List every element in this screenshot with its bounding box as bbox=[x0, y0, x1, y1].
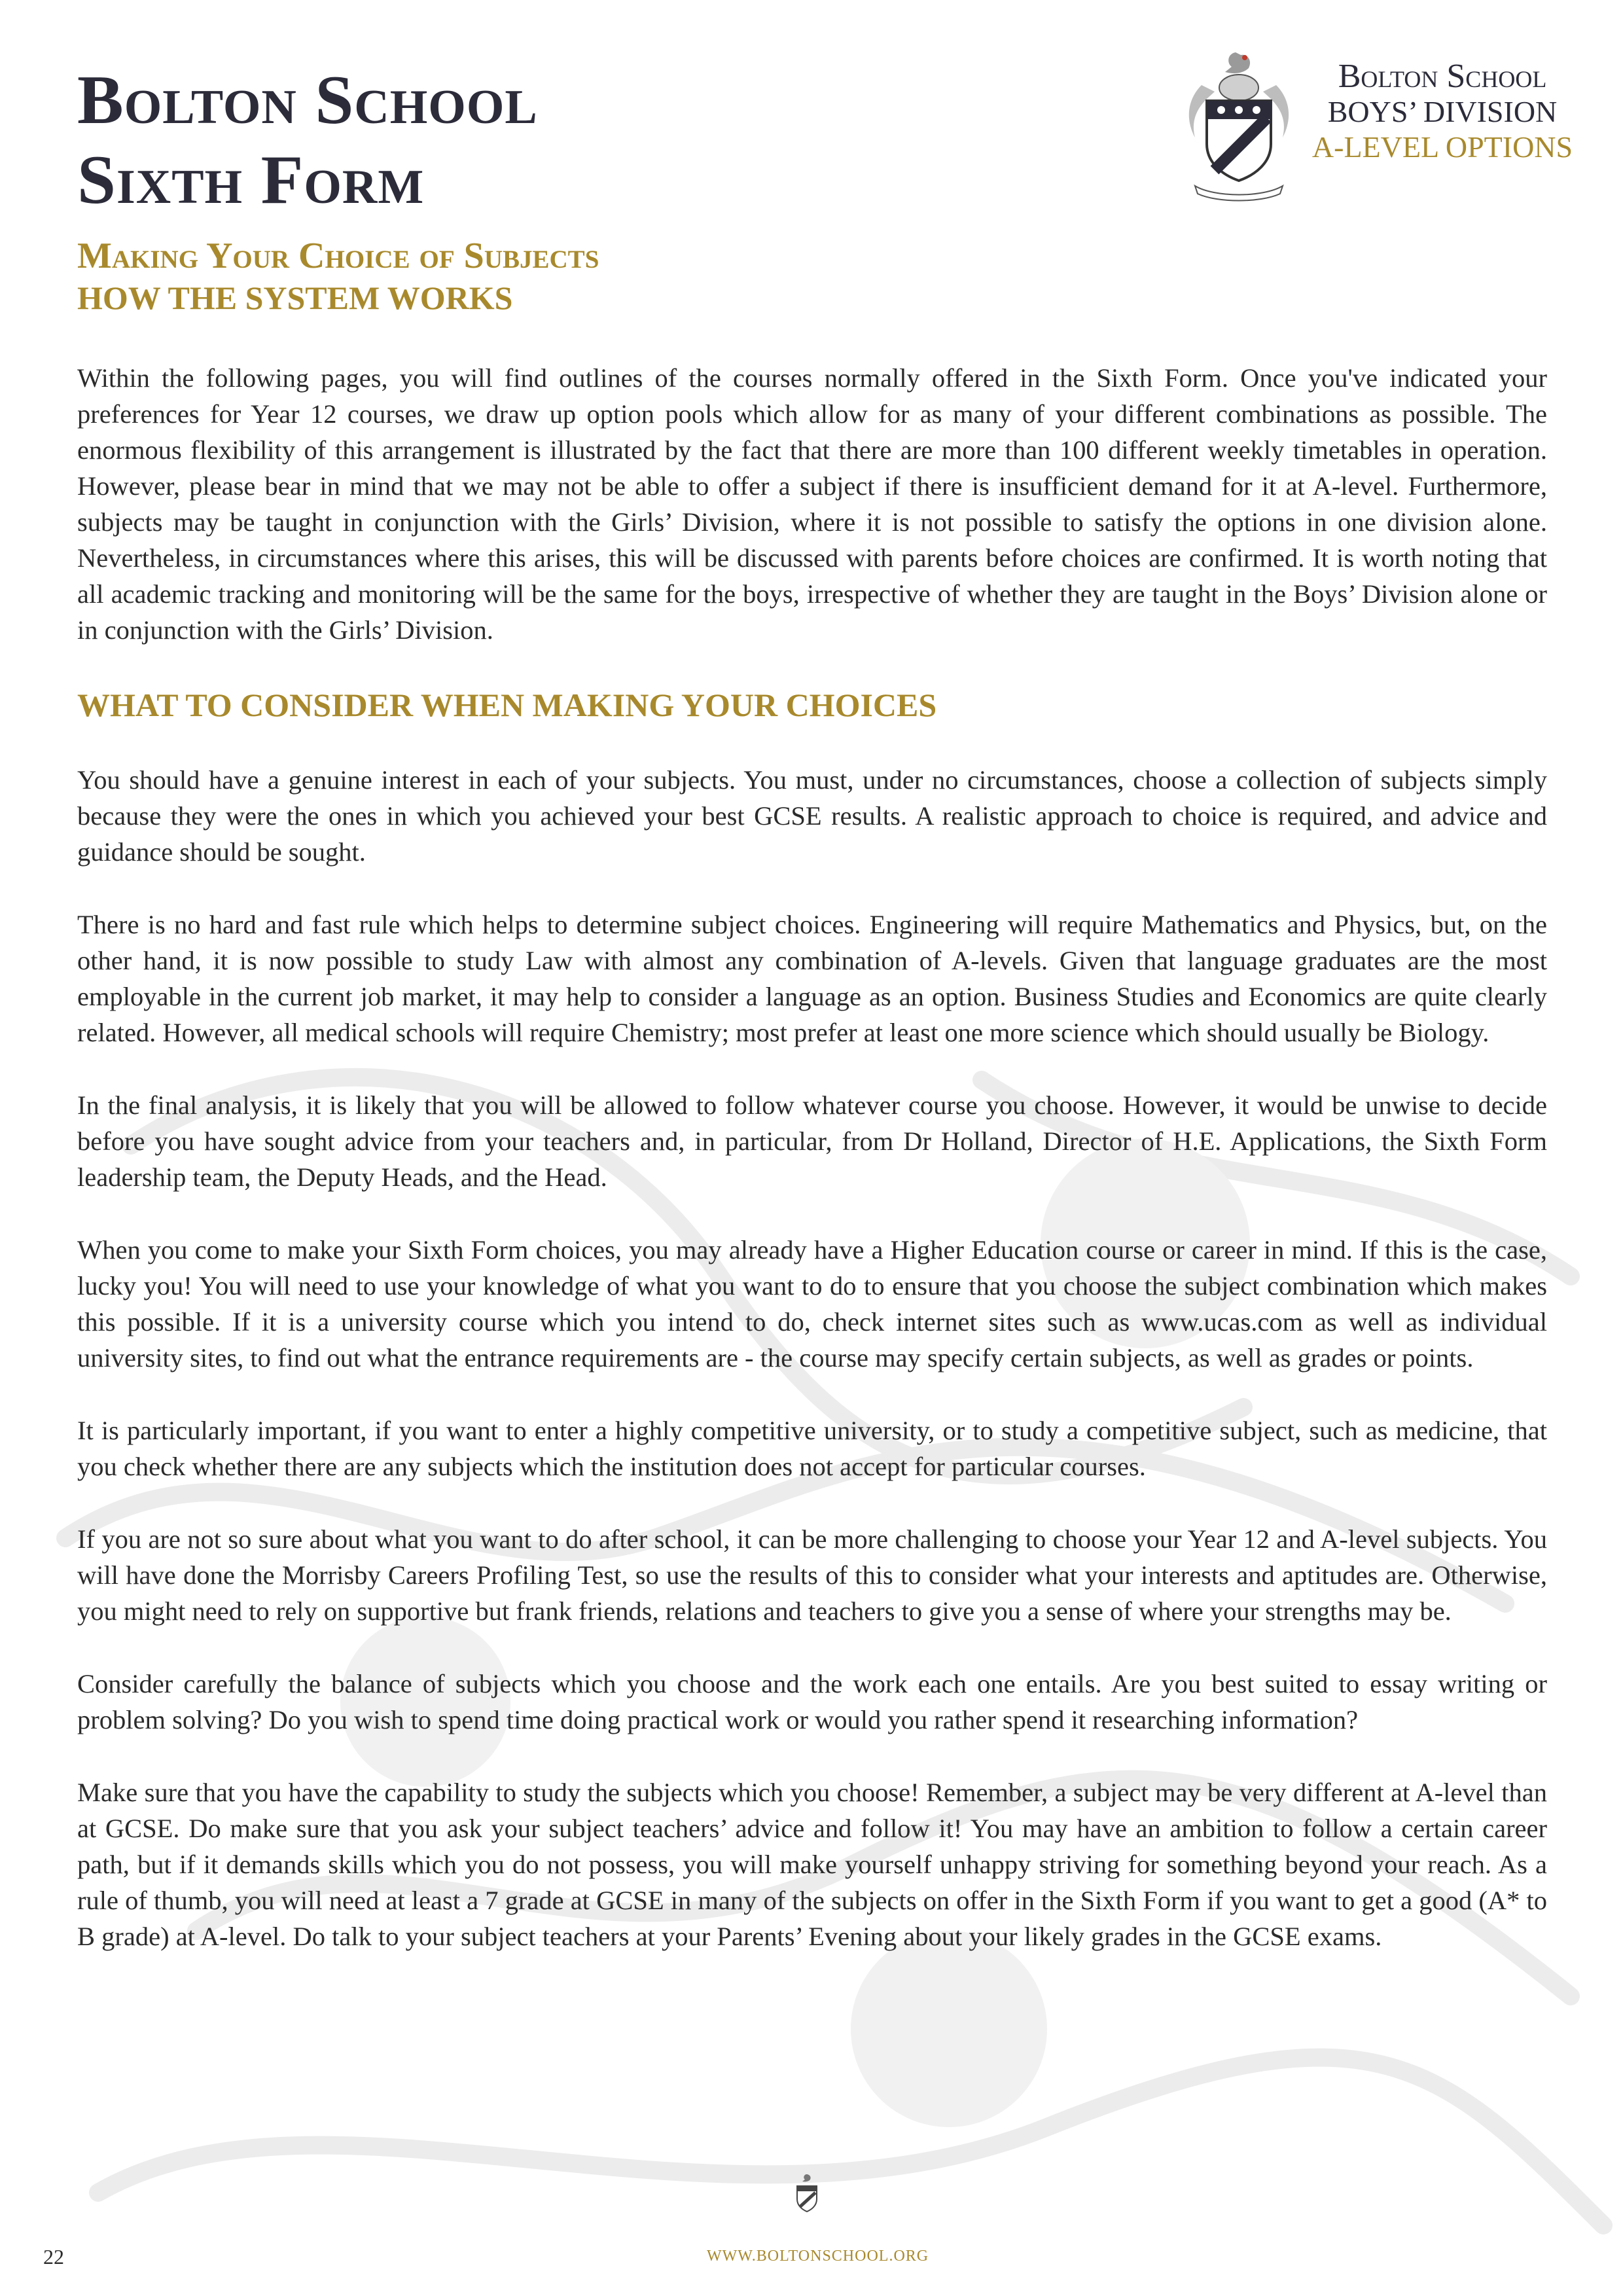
header-division: BOYS’ DIVISION bbox=[1327, 95, 1558, 128]
paragraph-balance-of-subjects: Consider carefully the balance of subjects which you choose and the work each one entails. Are you best suited to essay writing or problem solving? Do you wish to spend time doing practical work or would you rather spend it researching information? bbox=[77, 1669, 1547, 1734]
paragraph-not-so-sure: If you are not so sure about what you want to do after school, it can be more challenging to choose your Year 12 and A-level subjects. You will have done the Morrisby Careers Profiling Test, so use the results of this to consider what your interests and aptitudes are. Otherwise, you might need to rely on supportive but frank friends, relations and teachers to give you a sense of where your strengths may be. bbox=[77, 1524, 1547, 1626]
title-line-2: Sixth Form bbox=[77, 141, 425, 218]
title-line-1: Bolton School bbox=[77, 62, 538, 138]
header-school-name: Bolton School bbox=[1338, 58, 1547, 95]
page-number: 22 bbox=[43, 2245, 64, 2269]
heading-what-to-consider: WHAT TO CONSIDER WHEN MAKING YOUR CHOICES bbox=[77, 687, 937, 723]
header-options: A-LEVEL OPTIONS bbox=[1311, 130, 1573, 164]
paragraph-genuine-interest: You should have a genuine interest in each of your subjects. You must, under no circumstances, choose a collection of subjects simply because they were the ones in which you achieved your best GCSE results. A realistic approach to choice is required, and advice and guidance should be sought. bbox=[77, 765, 1547, 867]
header-division-block bbox=[1305, 59, 1580, 165]
footer-crest-icon bbox=[791, 2173, 823, 2215]
paragraph-system-works: Within the following pages, you will find outlines of the courses normally offered in the Sixth Form. Once you've indicated your preferences for Year 12 courses, we draw up option pools which allow for as many of your different combinations as possible. The enormous flexibility of this arrangement is illustrated by the fact that there are more than 100 different weekly timetables in operation. However, please bear in mind that we may not be able to offer a subject if there is insufficient demand for it at A-level. Furthermore, subjects may be taught in conjunction with the Girls’ Division, where it is not possible to satisfy the options in one division alone. Nevertheless, in circumstances where this arises, this will be discussed with parents before choices are confirmed. It is worth noting that all academic tracking and monitoring will be the same for the boys, irrespective of whether they are taught in the Boys’ Division alone or in conjunction with the Girls’ Division. bbox=[77, 363, 1547, 645]
subtitle-line-2: HOW THE SYSTEM WORKS bbox=[77, 279, 513, 316]
footer-website-link[interactable]: WWW.BOLTONSCHOOL.ORG bbox=[707, 2248, 929, 2265]
subtitle-line-1: Making Your Choice of Subjects bbox=[77, 236, 599, 276]
paragraph-final-analysis: In the final analysis, it is likely that you will be allowed to follow whatever course you choose. However, it would be unwise to decide before you have sought advice from your teachers and, in particular, from Dr Holland, Director of H.E. Applications, the Sixth Form leadership team, the Deputy Heads, and the Head. bbox=[77, 1090, 1547, 1192]
paragraph-no-hard-rule: There is no hard and fast rule which helps to determine subject choices. Engineering will require Mathematics and Physics, but, on the other hand, it is now possible to study Law with almost any combination of A-levels. Given that language graduates are the most employable in the current job market, it may help to consider a language as an option. Business Studies and Economics are quite clearly related. However, all medical schools will require Chemistry; most prefer at least one more science which should usually be Biology. bbox=[77, 910, 1547, 1047]
page-title bbox=[77, 60, 538, 220]
paragraph-competitive-university: It is particularly important, if you want to enter a highly competitive university, or to study a competitive subject, such as medicine, that you check whether there are any subjects which the institution does not accept for particular courses. bbox=[77, 1416, 1547, 1481]
paragraph-career-in-mind: When you come to make your Sixth Form choices, you may already have a Higher Education course or career in mind. If this is the case, lucky you! You will need to use your knowledge of what you want to do to ensure that you choose the subject combination which makes this possible. If it is a university course which you intend to do, check internet sites such as www.ucas.com as well as individual university sites, to find out what the entrance requirements are - the course may specify certain subjects, as well as grades or points. bbox=[77, 1235, 1547, 1372]
body-content bbox=[77, 360, 1547, 1991]
school-crest-icon bbox=[1175, 46, 1302, 203]
section-subtitle bbox=[77, 234, 599, 318]
paragraph-capability: Make sure that you have the capability to study the subjects which you choose! Remember, a subject may be very different at A-level than at GCSE. Do make sure that you ask your subject teachers’ advice and follow it! You may have an ambition to follow a certain career path, but if it demands skills which you do not possess, you will make yourself unhappy striving for something beyond your reach. As a rule of thumb, you will need at least a 7 grade at GCSE in many of the subjects on offer in the Sixth Form if you want to get a good (A* to B grade) at A-level. Do talk to your subject teachers at your Parents’ Evening about your likely grades in the GCSE exams. bbox=[77, 1778, 1547, 1951]
